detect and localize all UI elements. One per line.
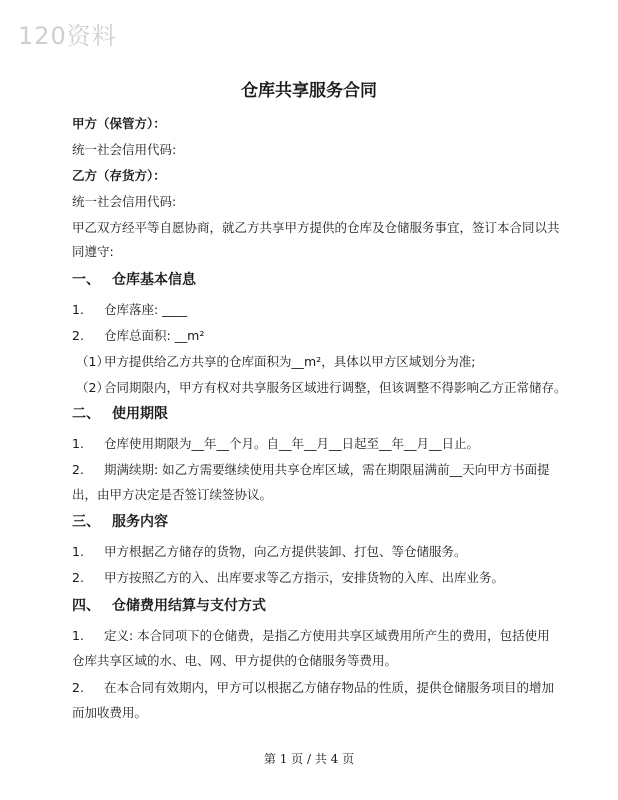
sub-item-text: 甲方提供给乙方共享的仓库面积为__m²，具体以甲方区域划分为准; <box>104 354 476 369</box>
section-title: 服务内容 <box>112 514 168 530</box>
intro-paragraph: 甲乙双方经平等自愿协商，就乙方共享甲方提供的仓库及仓储服务事宜，签订本合同以共 <box>72 220 560 235</box>
list-item-cont: 出，由甲方决定是否签订续签协议。 <box>72 487 273 502</box>
list-item <box>72 436 479 452</box>
list-item <box>72 302 187 318</box>
section-number: 一、 <box>72 272 100 288</box>
item-text: 在本合同有效期内，甲方可以根据乙方储存物品的性质，提供仓储服务项目的增加 <box>104 680 555 695</box>
item-text: 仓库使用期限为__年__个月。自__年__月__日起至__年__月__日止。 <box>104 436 480 451</box>
sub-item <box>76 354 475 370</box>
item-number: 2. <box>72 462 84 477</box>
item-number: 2. <box>72 680 84 695</box>
sub-item-number: （1） <box>76 354 109 369</box>
section-1-heading <box>72 272 196 288</box>
section-4-heading <box>72 598 266 614</box>
contract-title: 仓库共享服务合同 <box>241 81 377 101</box>
item-text: 甲方根据乙方储存的货物，向乙方提供装卸、打包、等仓储服务。 <box>104 544 467 559</box>
list-item <box>72 544 467 560</box>
section-3-heading <box>72 514 168 530</box>
sub-item <box>76 380 567 396</box>
item-number: 1. <box>72 302 84 317</box>
item-text: 甲方按照乙方的入、出库要求等乙方指示，安排货物的入库、出库业务。 <box>104 570 505 585</box>
item-text: 定义: 本合同项下的仓储费，是指乙方使用共享区域费用所产生的费用，包括使用 <box>104 628 550 643</box>
list-item <box>72 680 554 696</box>
item-number: 2. <box>72 570 84 585</box>
section-title: 仓储费用结算与支付方式 <box>112 598 266 614</box>
item-text: 仓库总面积: __m² <box>104 328 205 343</box>
item-number: 1. <box>72 544 84 559</box>
item-number: 1. <box>72 436 84 451</box>
list-item <box>72 570 504 586</box>
list-item-cont: 而加收费用。 <box>72 705 148 720</box>
sub-item-number: （2） <box>76 380 109 395</box>
list-item <box>72 628 550 644</box>
list-item <box>72 462 550 478</box>
section-title: 使用期限 <box>112 406 168 422</box>
list-item <box>72 328 204 344</box>
item-number: 2. <box>72 328 84 343</box>
party-b-label: 乙方（存货方）： <box>72 168 166 183</box>
item-number: 1. <box>72 628 84 643</box>
list-item-cont: 仓库共享区域的水、电、网、甲方提供的仓储服务等费用。 <box>72 653 398 668</box>
party-a-label: 甲方（保管方）： <box>72 116 166 131</box>
section-number: 三、 <box>72 514 100 530</box>
item-text: 期满续期: 如乙方需要继续使用共享仓库区域，需在期限届满前__天向甲方书面提 <box>104 462 550 477</box>
intro-paragraph-cont: 同遵守: <box>72 244 114 259</box>
section-number: 四、 <box>72 598 100 614</box>
party-b-credit-code: 统一社会信用代码: <box>72 194 177 209</box>
sub-item-text: 合同期限内，甲方有权对共享服务区域进行调整，但该调整不得影响乙方正常储存。 <box>104 380 567 395</box>
watermark: 120资料 <box>18 22 117 50</box>
page-footer: 第 1 页 / 共 4 页 <box>263 752 355 766</box>
item-text: 仓库落座: ____ <box>104 302 188 317</box>
section-2-heading <box>72 406 168 422</box>
section-number: 二、 <box>72 406 100 422</box>
party-a-credit-code: 统一社会信用代码: <box>72 142 177 157</box>
section-title: 仓库基本信息 <box>112 272 196 288</box>
